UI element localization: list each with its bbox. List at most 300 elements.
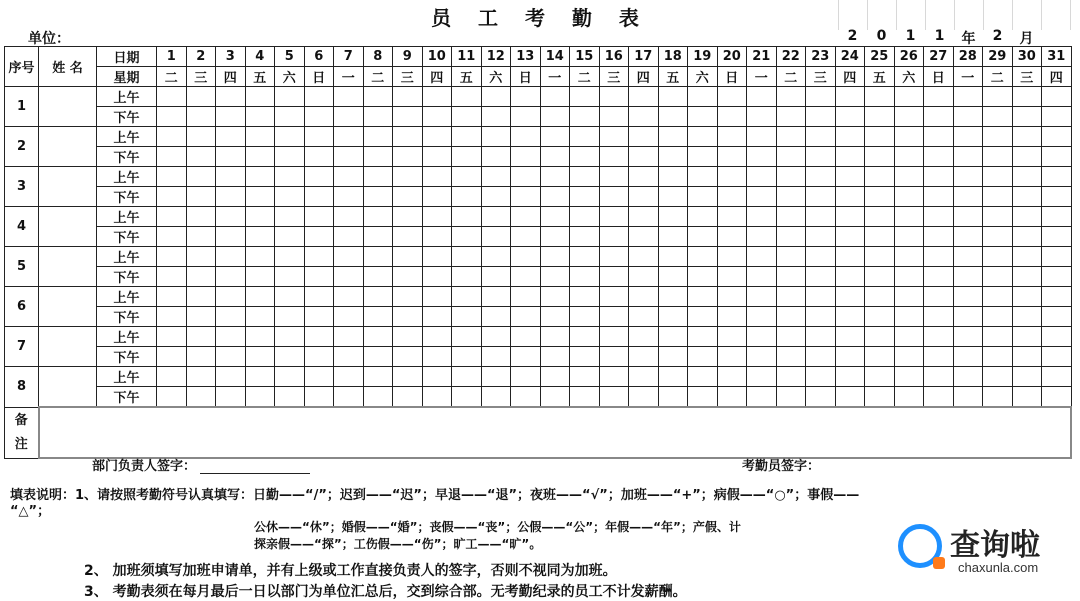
- attendance-cell[interactable]: [275, 107, 305, 127]
- attendance-cell[interactable]: [747, 207, 777, 227]
- attendance-cell[interactable]: [835, 187, 865, 207]
- attendance-cell[interactable]: [452, 187, 482, 207]
- attendance-cell[interactable]: [835, 387, 865, 408]
- attendance-cell[interactable]: [717, 87, 747, 107]
- attendance-cell[interactable]: [894, 187, 924, 207]
- attendance-cell[interactable]: [924, 227, 954, 247]
- attendance-cell[interactable]: [983, 167, 1013, 187]
- attendance-cell[interactable]: [658, 387, 688, 408]
- attendance-cell[interactable]: [924, 187, 954, 207]
- attendance-cell[interactable]: [304, 247, 334, 267]
- attendance-cell[interactable]: [363, 207, 393, 227]
- attendance-cell[interactable]: [1042, 167, 1072, 187]
- attendance-cell[interactable]: [422, 367, 452, 387]
- attendance-cell[interactable]: [953, 147, 983, 167]
- attendance-cell[interactable]: [599, 347, 629, 367]
- attendance-cell[interactable]: [334, 187, 364, 207]
- attendance-cell[interactable]: [216, 247, 246, 267]
- attendance-cell[interactable]: [1012, 227, 1042, 247]
- attendance-cell[interactable]: [688, 87, 718, 107]
- attendance-cell[interactable]: [717, 147, 747, 167]
- attendance-cell[interactable]: [747, 247, 777, 267]
- attendance-cell[interactable]: [540, 307, 570, 327]
- attendance-cell[interactable]: [570, 267, 600, 287]
- attendance-cell[interactable]: [953, 227, 983, 247]
- attendance-cell[interactable]: [658, 347, 688, 367]
- attendance-cell[interactable]: [924, 207, 954, 227]
- attendance-cell[interactable]: [363, 247, 393, 267]
- attendance-cell[interactable]: [481, 287, 511, 307]
- attendance-cell[interactable]: [717, 207, 747, 227]
- attendance-cell[interactable]: [599, 227, 629, 247]
- attendance-cell[interactable]: [540, 347, 570, 367]
- attendance-cell[interactable]: [245, 307, 275, 327]
- attendance-cell[interactable]: [865, 347, 895, 367]
- attendance-cell[interactable]: [894, 287, 924, 307]
- attendance-cell[interactable]: [157, 107, 187, 127]
- attendance-cell[interactable]: [570, 87, 600, 107]
- attendance-cell[interactable]: [983, 267, 1013, 287]
- attendance-cell[interactable]: [540, 247, 570, 267]
- employee-name-cell[interactable]: [39, 87, 97, 127]
- attendance-cell[interactable]: [540, 147, 570, 167]
- attendance-cell[interactable]: [363, 327, 393, 347]
- attendance-cell[interactable]: [983, 187, 1013, 207]
- attendance-cell[interactable]: [776, 147, 806, 167]
- attendance-cell[interactable]: [747, 267, 777, 287]
- attendance-cell[interactable]: [865, 147, 895, 167]
- attendance-cell[interactable]: [806, 147, 836, 167]
- attendance-cell[interactable]: [1012, 367, 1042, 387]
- attendance-cell[interactable]: [157, 387, 187, 408]
- attendance-cell[interactable]: [865, 367, 895, 387]
- attendance-cell[interactable]: [216, 107, 246, 127]
- attendance-cell[interactable]: [216, 347, 246, 367]
- attendance-cell[interactable]: [275, 267, 305, 287]
- attendance-cell[interactable]: [186, 287, 216, 307]
- attendance-cell[interactable]: [835, 107, 865, 127]
- attendance-cell[interactable]: [658, 187, 688, 207]
- attendance-cell[interactable]: [334, 247, 364, 267]
- attendance-cell[interactable]: [511, 247, 541, 267]
- attendance-cell[interactable]: [393, 307, 423, 327]
- attendance-cell[interactable]: [688, 187, 718, 207]
- attendance-cell[interactable]: [1042, 147, 1072, 167]
- attendance-cell[interactable]: [157, 127, 187, 147]
- attendance-cell[interactable]: [540, 107, 570, 127]
- attendance-cell[interactable]: [304, 387, 334, 408]
- attendance-cell[interactable]: [717, 227, 747, 247]
- attendance-cell[interactable]: [806, 347, 836, 367]
- attendance-cell[interactable]: [570, 227, 600, 247]
- attendance-cell[interactable]: [924, 367, 954, 387]
- attendance-cell[interactable]: [1012, 187, 1042, 207]
- attendance-cell[interactable]: [806, 367, 836, 387]
- attendance-cell[interactable]: [275, 227, 305, 247]
- attendance-cell[interactable]: [216, 227, 246, 247]
- attendance-cell[interactable]: [422, 107, 452, 127]
- attendance-cell[interactable]: [717, 387, 747, 408]
- attendance-cell[interactable]: [1012, 247, 1042, 267]
- attendance-cell[interactable]: [304, 107, 334, 127]
- attendance-cell[interactable]: [953, 107, 983, 127]
- attendance-cell[interactable]: [599, 147, 629, 167]
- attendance-cell[interactable]: [688, 307, 718, 327]
- attendance-cell[interactable]: [953, 127, 983, 147]
- attendance-cell[interactable]: [422, 247, 452, 267]
- attendance-cell[interactable]: [629, 147, 659, 167]
- attendance-cell[interactable]: [393, 127, 423, 147]
- attendance-cell[interactable]: [186, 127, 216, 147]
- attendance-cell[interactable]: [629, 227, 659, 247]
- attendance-cell[interactable]: [599, 207, 629, 227]
- attendance-cell[interactable]: [717, 167, 747, 187]
- attendance-cell[interactable]: [1012, 87, 1042, 107]
- attendance-cell[interactable]: [304, 167, 334, 187]
- attendance-cell[interactable]: [304, 187, 334, 207]
- attendance-cell[interactable]: [422, 327, 452, 347]
- attendance-cell[interactable]: [540, 227, 570, 247]
- attendance-cell[interactable]: [481, 247, 511, 267]
- attendance-cell[interactable]: [275, 207, 305, 227]
- attendance-cell[interactable]: [186, 107, 216, 127]
- attendance-cell[interactable]: [1012, 307, 1042, 327]
- attendance-cell[interactable]: [570, 287, 600, 307]
- attendance-cell[interactable]: [511, 87, 541, 107]
- attendance-cell[interactable]: [629, 187, 659, 207]
- attendance-cell[interactable]: [983, 367, 1013, 387]
- attendance-cell[interactable]: [983, 127, 1013, 147]
- attendance-cell[interactable]: [953, 327, 983, 347]
- attendance-cell[interactable]: [953, 367, 983, 387]
- attendance-cell[interactable]: [570, 367, 600, 387]
- attendance-cell[interactable]: [1042, 107, 1072, 127]
- attendance-cell[interactable]: [570, 147, 600, 167]
- attendance-cell[interactable]: [806, 167, 836, 187]
- attendance-cell[interactable]: [776, 327, 806, 347]
- attendance-cell[interactable]: [393, 207, 423, 227]
- attendance-cell[interactable]: [304, 87, 334, 107]
- attendance-cell[interactable]: [924, 87, 954, 107]
- attendance-cell[interactable]: [776, 87, 806, 107]
- attendance-cell[interactable]: [452, 227, 482, 247]
- attendance-cell[interactable]: [1012, 127, 1042, 147]
- attendance-cell[interactable]: [599, 187, 629, 207]
- attendance-cell[interactable]: [481, 147, 511, 167]
- attendance-cell[interactable]: [806, 187, 836, 207]
- attendance-cell[interactable]: [245, 207, 275, 227]
- attendance-cell[interactable]: [540, 187, 570, 207]
- attendance-cell[interactable]: [186, 307, 216, 327]
- attendance-cell[interactable]: [776, 167, 806, 187]
- attendance-cell[interactable]: [865, 307, 895, 327]
- attendance-cell[interactable]: [1012, 167, 1042, 187]
- attendance-cell[interactable]: [629, 347, 659, 367]
- attendance-cell[interactable]: [481, 167, 511, 187]
- attendance-cell[interactable]: [422, 127, 452, 147]
- attendance-cell[interactable]: [393, 247, 423, 267]
- attendance-cell[interactable]: [216, 207, 246, 227]
- attendance-cell[interactable]: [304, 327, 334, 347]
- employee-name-cell[interactable]: [39, 207, 97, 247]
- attendance-cell[interactable]: [835, 127, 865, 147]
- attendance-cell[interactable]: [629, 107, 659, 127]
- attendance-cell[interactable]: [983, 227, 1013, 247]
- attendance-cell[interactable]: [776, 187, 806, 207]
- attendance-cell[interactable]: [924, 167, 954, 187]
- attendance-cell[interactable]: [275, 187, 305, 207]
- attendance-cell[interactable]: [1042, 287, 1072, 307]
- attendance-cell[interactable]: [422, 267, 452, 287]
- attendance-cell[interactable]: [835, 267, 865, 287]
- attendance-cell[interactable]: [688, 327, 718, 347]
- attendance-cell[interactable]: [540, 87, 570, 107]
- attendance-cell[interactable]: [334, 327, 364, 347]
- attendance-cell[interactable]: [1012, 107, 1042, 127]
- attendance-cell[interactable]: [865, 387, 895, 408]
- attendance-cell[interactable]: [275, 127, 305, 147]
- attendance-cell[interactable]: [953, 167, 983, 187]
- remark-input-area[interactable]: [39, 407, 1072, 458]
- attendance-cell[interactable]: [629, 367, 659, 387]
- attendance-cell[interactable]: [658, 287, 688, 307]
- attendance-cell[interactable]: [245, 227, 275, 247]
- attendance-cell[interactable]: [511, 287, 541, 307]
- attendance-cell[interactable]: [363, 307, 393, 327]
- attendance-cell[interactable]: [747, 307, 777, 327]
- attendance-cell[interactable]: [216, 187, 246, 207]
- attendance-cell[interactable]: [157, 147, 187, 167]
- attendance-cell[interactable]: [393, 147, 423, 167]
- attendance-cell[interactable]: [924, 127, 954, 147]
- attendance-cell[interactable]: [570, 167, 600, 187]
- attendance-cell[interactable]: [422, 147, 452, 167]
- attendance-cell[interactable]: [334, 167, 364, 187]
- attendance-cell[interactable]: [186, 327, 216, 347]
- attendance-cell[interactable]: [776, 347, 806, 367]
- attendance-cell[interactable]: [894, 107, 924, 127]
- attendance-cell[interactable]: [363, 107, 393, 127]
- attendance-cell[interactable]: [511, 147, 541, 167]
- attendance-cell[interactable]: [570, 127, 600, 147]
- attendance-cell[interactable]: [245, 107, 275, 127]
- attendance-cell[interactable]: [452, 167, 482, 187]
- attendance-cell[interactable]: [363, 387, 393, 408]
- attendance-cell[interactable]: [422, 187, 452, 207]
- attendance-cell[interactable]: [806, 227, 836, 247]
- attendance-cell[interactable]: [393, 87, 423, 107]
- attendance-cell[interactable]: [688, 367, 718, 387]
- attendance-cell[interactable]: [540, 127, 570, 147]
- attendance-cell[interactable]: [953, 87, 983, 107]
- attendance-cell[interactable]: [806, 387, 836, 408]
- attendance-cell[interactable]: [1042, 347, 1072, 367]
- attendance-cell[interactable]: [216, 287, 246, 307]
- attendance-cell[interactable]: [835, 247, 865, 267]
- attendance-cell[interactable]: [865, 167, 895, 187]
- attendance-cell[interactable]: [776, 207, 806, 227]
- attendance-cell[interactable]: [865, 327, 895, 347]
- attendance-cell[interactable]: [334, 307, 364, 327]
- attendance-cell[interactable]: [245, 367, 275, 387]
- attendance-cell[interactable]: [245, 247, 275, 267]
- attendance-cell[interactable]: [806, 87, 836, 107]
- attendance-cell[interactable]: [275, 167, 305, 187]
- attendance-cell[interactable]: [776, 227, 806, 247]
- attendance-cell[interactable]: [216, 87, 246, 107]
- attendance-cell[interactable]: [304, 347, 334, 367]
- attendance-cell[interactable]: [688, 267, 718, 287]
- attendance-cell[interactable]: [629, 267, 659, 287]
- attendance-cell[interactable]: [806, 247, 836, 267]
- attendance-cell[interactable]: [304, 267, 334, 287]
- attendance-cell[interactable]: [835, 207, 865, 227]
- attendance-cell[interactable]: [481, 87, 511, 107]
- attendance-cell[interactable]: [983, 107, 1013, 127]
- attendance-cell[interactable]: [393, 387, 423, 408]
- attendance-cell[interactable]: [157, 367, 187, 387]
- attendance-cell[interactable]: [835, 307, 865, 327]
- attendance-cell[interactable]: [334, 107, 364, 127]
- attendance-cell[interactable]: [511, 367, 541, 387]
- attendance-cell[interactable]: [275, 287, 305, 307]
- attendance-cell[interactable]: [688, 247, 718, 267]
- attendance-cell[interactable]: [540, 287, 570, 307]
- attendance-cell[interactable]: [186, 167, 216, 187]
- attendance-cell[interactable]: [186, 387, 216, 408]
- attendance-cell[interactable]: [629, 287, 659, 307]
- attendance-cell[interactable]: [894, 387, 924, 408]
- attendance-cell[interactable]: [540, 167, 570, 187]
- attendance-cell[interactable]: [865, 267, 895, 287]
- attendance-cell[interactable]: [924, 107, 954, 127]
- attendance-cell[interactable]: [452, 307, 482, 327]
- attendance-cell[interactable]: [747, 347, 777, 367]
- attendance-cell[interactable]: [1012, 287, 1042, 307]
- attendance-cell[interactable]: [393, 187, 423, 207]
- attendance-cell[interactable]: [717, 347, 747, 367]
- attendance-cell[interactable]: [157, 207, 187, 227]
- attendance-cell[interactable]: [304, 147, 334, 167]
- attendance-cell[interactable]: [275, 307, 305, 327]
- attendance-cell[interactable]: [953, 207, 983, 227]
- attendance-cell[interactable]: [806, 127, 836, 147]
- attendance-cell[interactable]: [983, 327, 1013, 347]
- attendance-cell[interactable]: [688, 147, 718, 167]
- attendance-cell[interactable]: [304, 287, 334, 307]
- attendance-cell[interactable]: [658, 307, 688, 327]
- attendance-cell[interactable]: [540, 207, 570, 227]
- attendance-cell[interactable]: [599, 327, 629, 347]
- attendance-cell[interactable]: [452, 347, 482, 367]
- attendance-cell[interactable]: [865, 227, 895, 247]
- attendance-cell[interactable]: [363, 87, 393, 107]
- attendance-cell[interactable]: [245, 187, 275, 207]
- attendance-cell[interactable]: [186, 367, 216, 387]
- attendance-cell[interactable]: [658, 147, 688, 167]
- attendance-cell[interactable]: [865, 287, 895, 307]
- attendance-cell[interactable]: [599, 307, 629, 327]
- attendance-cell[interactable]: [983, 247, 1013, 267]
- attendance-cell[interactable]: [186, 147, 216, 167]
- attendance-cell[interactable]: [334, 87, 364, 107]
- attendance-cell[interactable]: [422, 387, 452, 408]
- attendance-cell[interactable]: [747, 127, 777, 147]
- attendance-cell[interactable]: [452, 127, 482, 147]
- attendance-cell[interactable]: [1042, 207, 1072, 227]
- attendance-cell[interactable]: [511, 227, 541, 247]
- attendance-cell[interactable]: [334, 147, 364, 167]
- attendance-cell[interactable]: [1042, 247, 1072, 267]
- attendance-cell[interactable]: [157, 167, 187, 187]
- attendance-cell[interactable]: [924, 307, 954, 327]
- attendance-cell[interactable]: [334, 207, 364, 227]
- attendance-cell[interactable]: [747, 107, 777, 127]
- attendance-cell[interactable]: [776, 127, 806, 147]
- attendance-cell[interactable]: [629, 387, 659, 408]
- attendance-cell[interactable]: [894, 307, 924, 327]
- attendance-cell[interactable]: [393, 367, 423, 387]
- attendance-cell[interactable]: [570, 347, 600, 367]
- attendance-cell[interactable]: [481, 347, 511, 367]
- attendance-cell[interactable]: [924, 287, 954, 307]
- attendance-cell[interactable]: [983, 307, 1013, 327]
- attendance-cell[interactable]: [1012, 347, 1042, 367]
- attendance-cell[interactable]: [186, 267, 216, 287]
- attendance-cell[interactable]: [924, 247, 954, 267]
- attendance-cell[interactable]: [570, 327, 600, 347]
- attendance-cell[interactable]: [1042, 327, 1072, 347]
- attendance-cell[interactable]: [363, 267, 393, 287]
- attendance-cell[interactable]: [835, 327, 865, 347]
- attendance-cell[interactable]: [953, 287, 983, 307]
- attendance-cell[interactable]: [245, 147, 275, 167]
- attendance-cell[interactable]: [481, 327, 511, 347]
- attendance-cell[interactable]: [393, 287, 423, 307]
- attendance-cell[interactable]: [1012, 147, 1042, 167]
- attendance-cell[interactable]: [894, 167, 924, 187]
- attendance-cell[interactable]: [983, 207, 1013, 227]
- attendance-cell[interactable]: [570, 207, 600, 227]
- attendance-cell[interactable]: [422, 87, 452, 107]
- attendance-cell[interactable]: [835, 87, 865, 107]
- attendance-cell[interactable]: [894, 127, 924, 147]
- attendance-cell[interactable]: [835, 167, 865, 187]
- employee-name-cell[interactable]: [39, 247, 97, 287]
- attendance-cell[interactable]: [393, 227, 423, 247]
- attendance-cell[interactable]: [953, 307, 983, 327]
- attendance-cell[interactable]: [422, 167, 452, 187]
- attendance-cell[interactable]: [658, 227, 688, 247]
- attendance-cell[interactable]: [275, 347, 305, 367]
- attendance-cell[interactable]: [865, 127, 895, 147]
- attendance-cell[interactable]: [216, 267, 246, 287]
- attendance-cell[interactable]: [363, 127, 393, 147]
- attendance-cell[interactable]: [452, 287, 482, 307]
- attendance-cell[interactable]: [776, 107, 806, 127]
- attendance-cell[interactable]: [835, 147, 865, 167]
- attendance-cell[interactable]: [157, 247, 187, 267]
- attendance-cell[interactable]: [658, 327, 688, 347]
- attendance-cell[interactable]: [363, 167, 393, 187]
- attendance-cell[interactable]: [157, 327, 187, 347]
- attendance-cell[interactable]: [393, 327, 423, 347]
- attendance-cell[interactable]: [717, 247, 747, 267]
- attendance-cell[interactable]: [275, 87, 305, 107]
- attendance-cell[interactable]: [363, 367, 393, 387]
- attendance-cell[interactable]: [658, 87, 688, 107]
- attendance-cell[interactable]: [245, 87, 275, 107]
